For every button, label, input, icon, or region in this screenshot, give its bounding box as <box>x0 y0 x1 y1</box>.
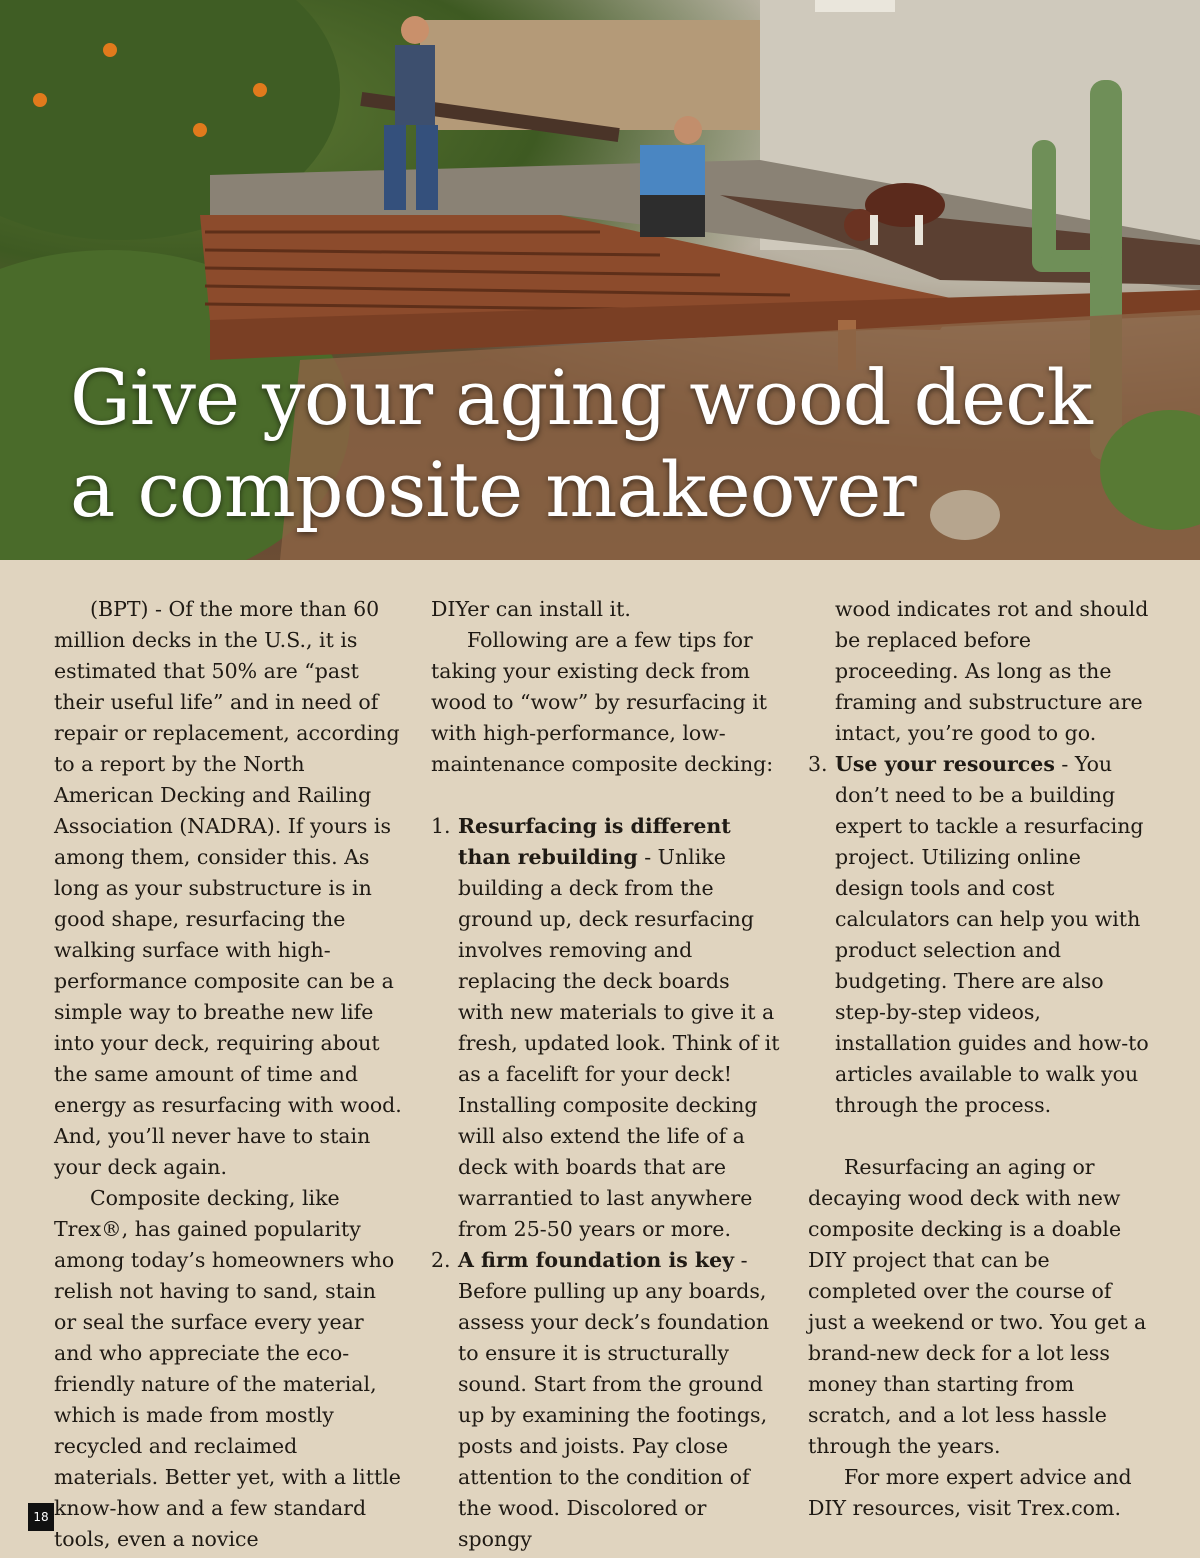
column-3 <box>808 594 1153 1524</box>
list-item <box>431 811 781 1245</box>
paragraph-intro: (BPT) - Of the more than 60 million decks in the U.S., it is estimated that 50% are “past their useful life” and in need of repair or replacement, according to a report by the North American Decking and Railing Association (NADRA). If yours is among them, consider this. As long as your substructure is in good shape, resurfacing the walking surface with high-performance composite can be a simple way to breathe new life into your deck, requiring about the same amount of time and energy as resurfacing with wood. And, you’ll never have to stain your deck again. <box>54 597 402 1179</box>
tip-number: 3. <box>808 752 828 776</box>
tip-text-continued: wood indicates rot and should be replaced before proceeding. As long as the framing and substructure are intact, you’re good to go. <box>835 597 1149 745</box>
list-item <box>431 1245 781 1555</box>
tip-text: - You don’t need to be a building expert to tackle a resurfacing project. Utilizing online design tools and cost calculators can help you with product selection and budgeting. There are also step-by-step videos, installation guides and how-to articles available to walk you through the process. <box>835 752 1149 1117</box>
paragraph-tips-intro: Following are a few tips for taking your existing deck from wood to “wow” by resurfacing it with high-performance, low-maintenance composite decking: <box>431 628 774 776</box>
article-headline <box>70 352 1170 536</box>
paragraph-composite: Composite decking, like Trex®, has gained popularity among today’s homeowners who relish not having to sand, stain or seal the surface every year and who appreciate the eco-friendly nature of the material, which is made from mostly recycled and reclaimed materials. Better yet, with a little know-how and a few standard tools, even a novice <box>54 1186 401 1551</box>
headline-line-1: Give your aging wood deck <box>70 353 1092 442</box>
page-number: 18 <box>28 1503 54 1531</box>
man-kneeling <box>640 116 705 237</box>
tips-list <box>431 811 781 1555</box>
paragraph-diyer: DIYer can install it. <box>431 597 631 621</box>
house-window <box>815 0 895 12</box>
list-item <box>808 594 1153 749</box>
tip-title: Use your resources <box>835 752 1055 776</box>
tip-number: 2. <box>431 1248 451 1272</box>
tip-title: Resurfacing is different than rebuilding <box>458 814 731 869</box>
tip-text: - Unlike building a deck from the ground up, deck resurfacing involves removing and replacing the deck boards with new materials to give it a fresh, updated look. Think of it as a facelift for your deck! Installing composite decking will also extend the life of a deck with boards that are warrantied to last anywhere from 25-50 years or more. <box>458 845 780 1241</box>
list-item <box>808 749 1153 1121</box>
tip-number: 1. <box>431 814 451 838</box>
tip-text: - Before pulling up any boards, assess your deck’s foundation to ensure it is structurally sound. Start from the ground up by examining the footings, posts and joists. Pay close attention to the condition of the wood. Discolored or spongy <box>458 1248 770 1551</box>
headline-line-2: a composite makeover <box>70 445 916 534</box>
paragraph-conclusion: Resurfacing an aging or decaying wood deck with new composite decking is a doable DIY project that can be completed over the course of just a weekend or two. You get a brand-new deck for a lot less money than starting from scratch, and a lot less hassle through the years. <box>808 1155 1147 1458</box>
tip-title: A firm foundation is key <box>458 1248 735 1272</box>
paragraph-more-info: For more expert advice and DIY resources, visit Trex.com. <box>808 1465 1132 1520</box>
hero-photo <box>0 0 1200 560</box>
tips-list-continued <box>808 594 1153 1121</box>
column-1 <box>54 594 404 1555</box>
column-2 <box>431 594 781 1555</box>
